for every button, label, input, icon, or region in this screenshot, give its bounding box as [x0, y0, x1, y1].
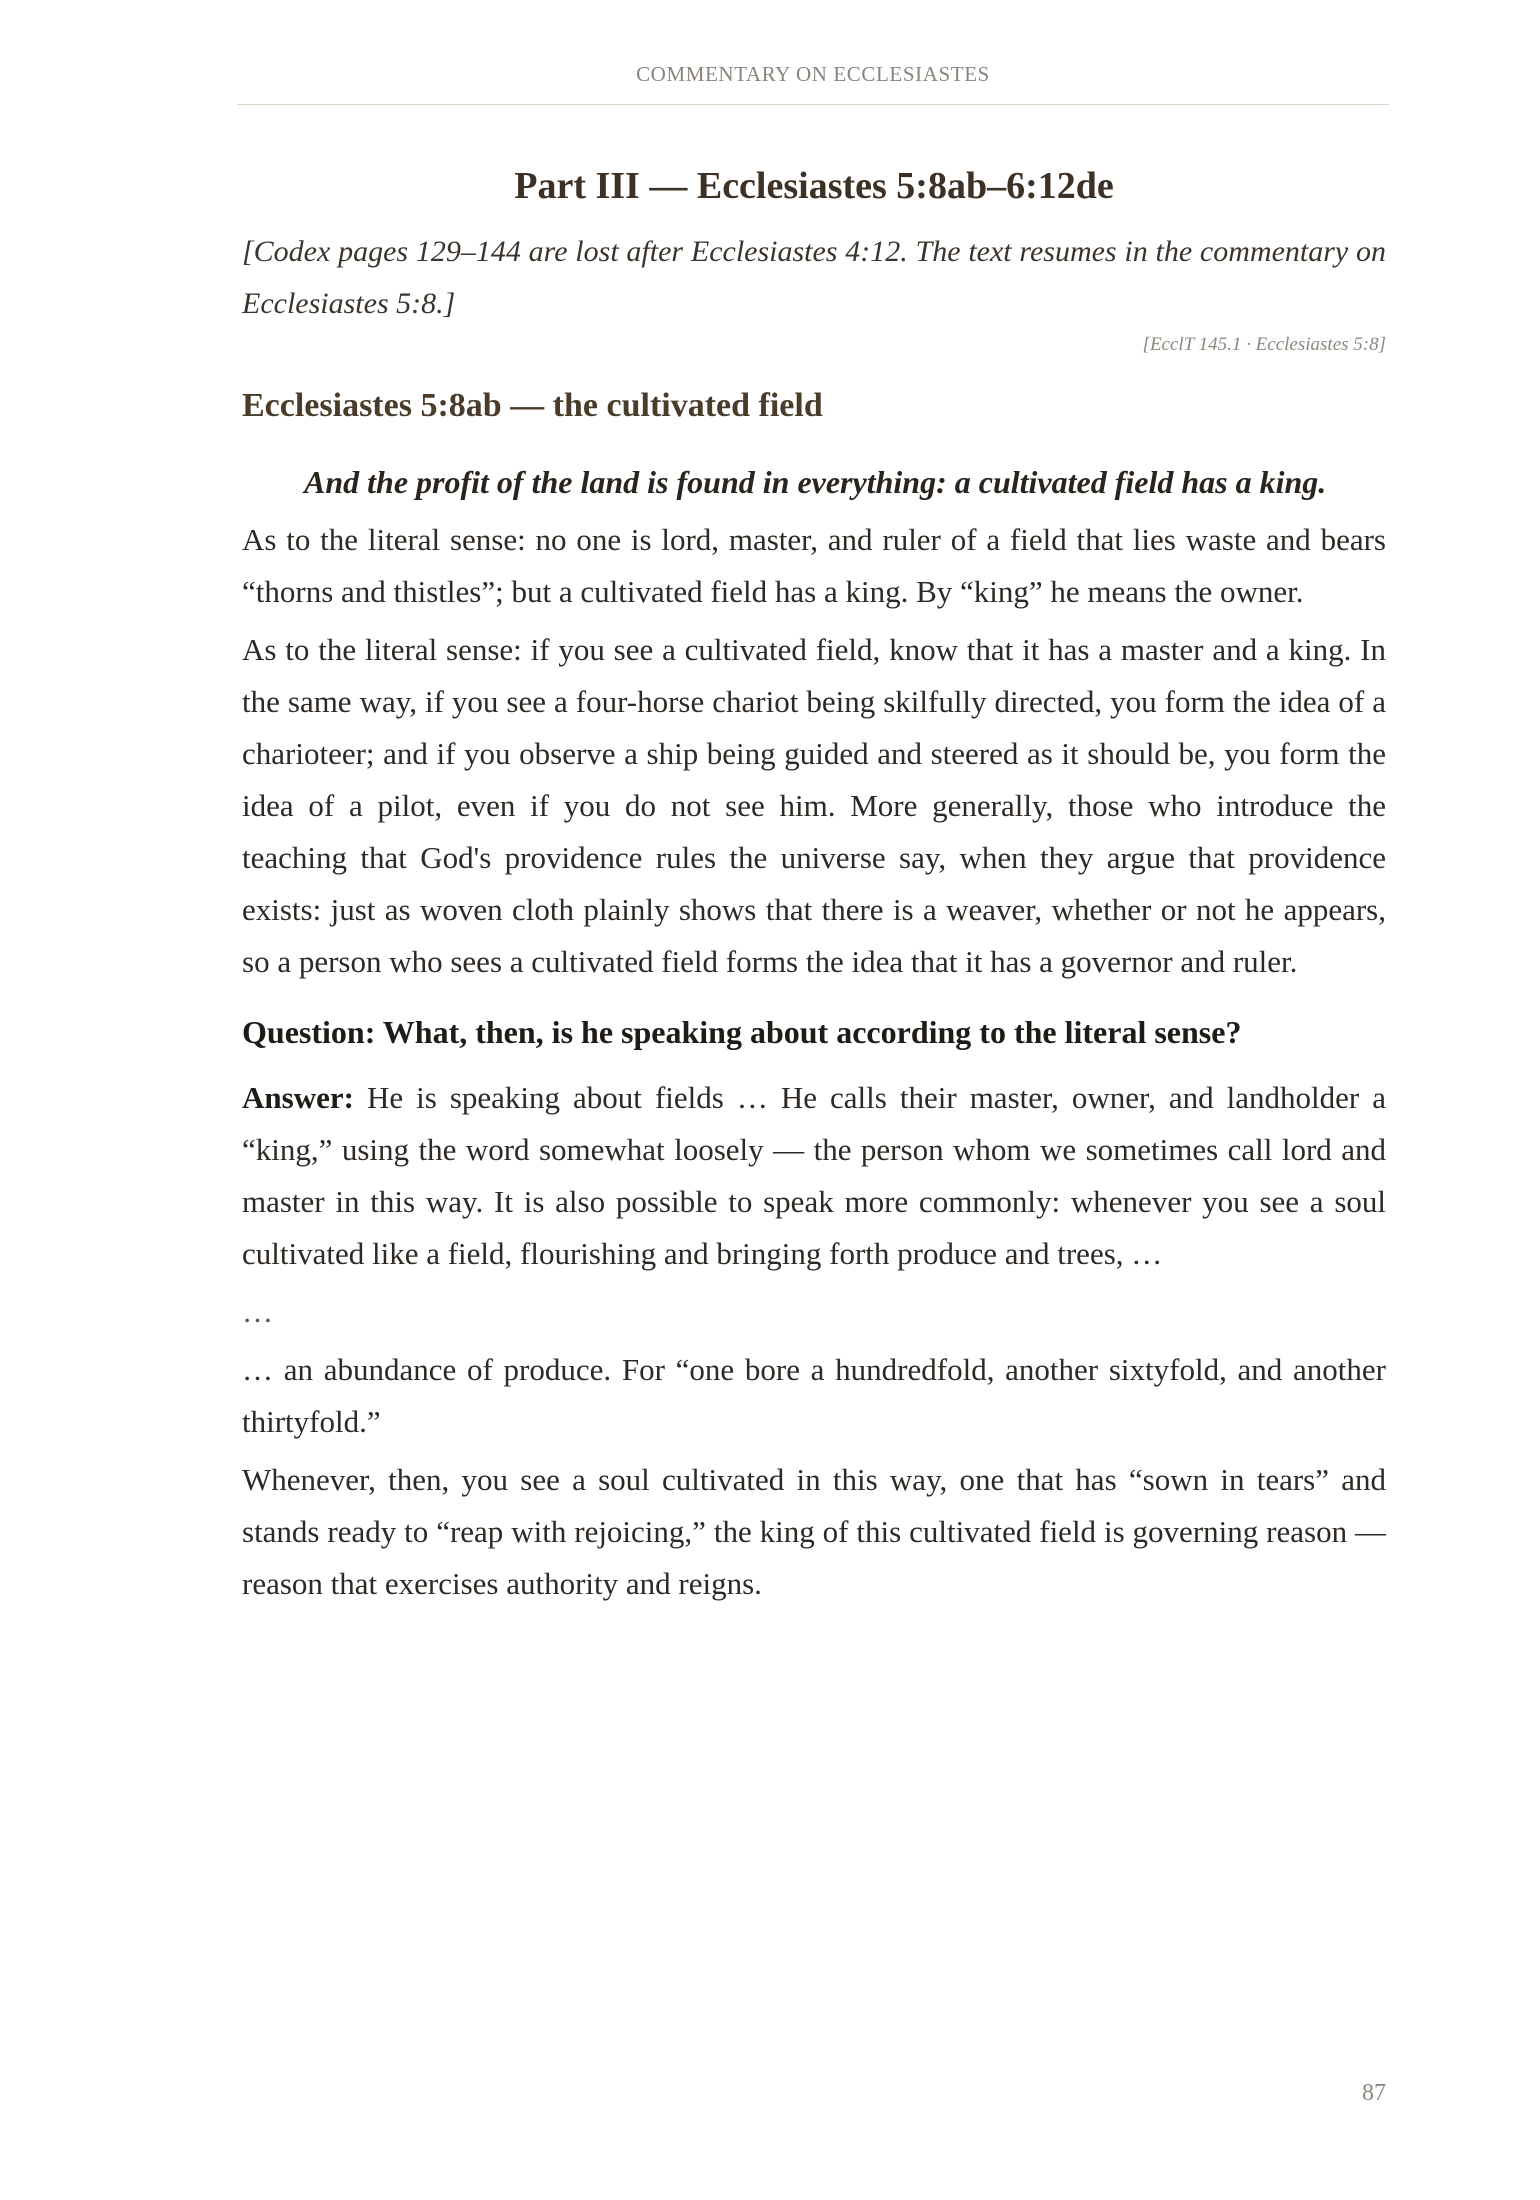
section-heading: Ecclesiastes 5:8ab — the cultivated field — [242, 387, 823, 424]
commentary-paragraph: As to the literal sense: if you see a cultivated field, know that it has a master and a king. In the same way, if you see a four-horse chariot being skilfully directed, you form the idea of a charioteer; and if you observe a ship being guided and steered as it should be, you form the idea of a pilot, even if you do not see him. More generally, those who introduce the teaching that God's providence rules the universe say, when they argue that providence exists: just as woven cloth plainly shows that there is a weaver, whether or not he appears, so a person who sees a cultivated field forms the idea that it has a governor and ruler. — [242, 632, 1386, 979]
header-divider — [237, 104, 1389, 105]
scripture-lemma: And the profit of the land is found in everything: a cultivated field has a king. — [304, 464, 1327, 500]
lacuna-marker: … — [242, 1294, 273, 1329]
answer-text: He is speaking about fields … He calls their master, owner, and landholder a “king,” using the word somewhat loosely — the person whom we sometimes call lord and master in this way. It is also possible to speak more commonly: whenever you see a soul cultivated like a field, flourishing and bringing forth produce and trees, … — [242, 1080, 1387, 1271]
answer-paragraph — [242, 1072, 1386, 1280]
commentary-paragraph: … an abundance of produce. For “one bore a hundredfold, another sixtyfold, and another thirtyfold.” — [242, 1352, 1386, 1439]
page-number: 87 — [1362, 2080, 1386, 2106]
page-body — [242, 160, 1386, 1610]
answer-label: Answer: — [242, 1080, 354, 1115]
question-heading: Question: What, then, is he speaking about according to the literal sense? — [242, 1014, 1242, 1050]
part-title: Part III — Ecclesiastes 5:8ab–6:12de — [514, 165, 1114, 207]
running-head: COMMENTARY ON ECCLESIASTES — [636, 62, 990, 86]
commentary-paragraph: As to the literal sense: no one is lord, master, and ruler of a field that lies waste and bears “thorns and thistles”; but a cultivated field has a king. By “king” he means the owner. — [242, 522, 1386, 609]
commentary-paragraph: Whenever, then, you see a soul cultivated in this way, one that has “sown in tears” and stands ready to “reap with rejoicing,” the king of this cultivated field is governing reason — reason that exercises authority and reigns. — [242, 1462, 1386, 1601]
editorial-note: [Codex pages 129–144 are lost after Ecclesiastes 4:12. The text resumes in the commentary on Ecclesiastes 5:8.] — [242, 235, 1386, 320]
source-reference: [EcclT 145.1 · Ecclesiastes 5:8] — [1142, 334, 1386, 355]
